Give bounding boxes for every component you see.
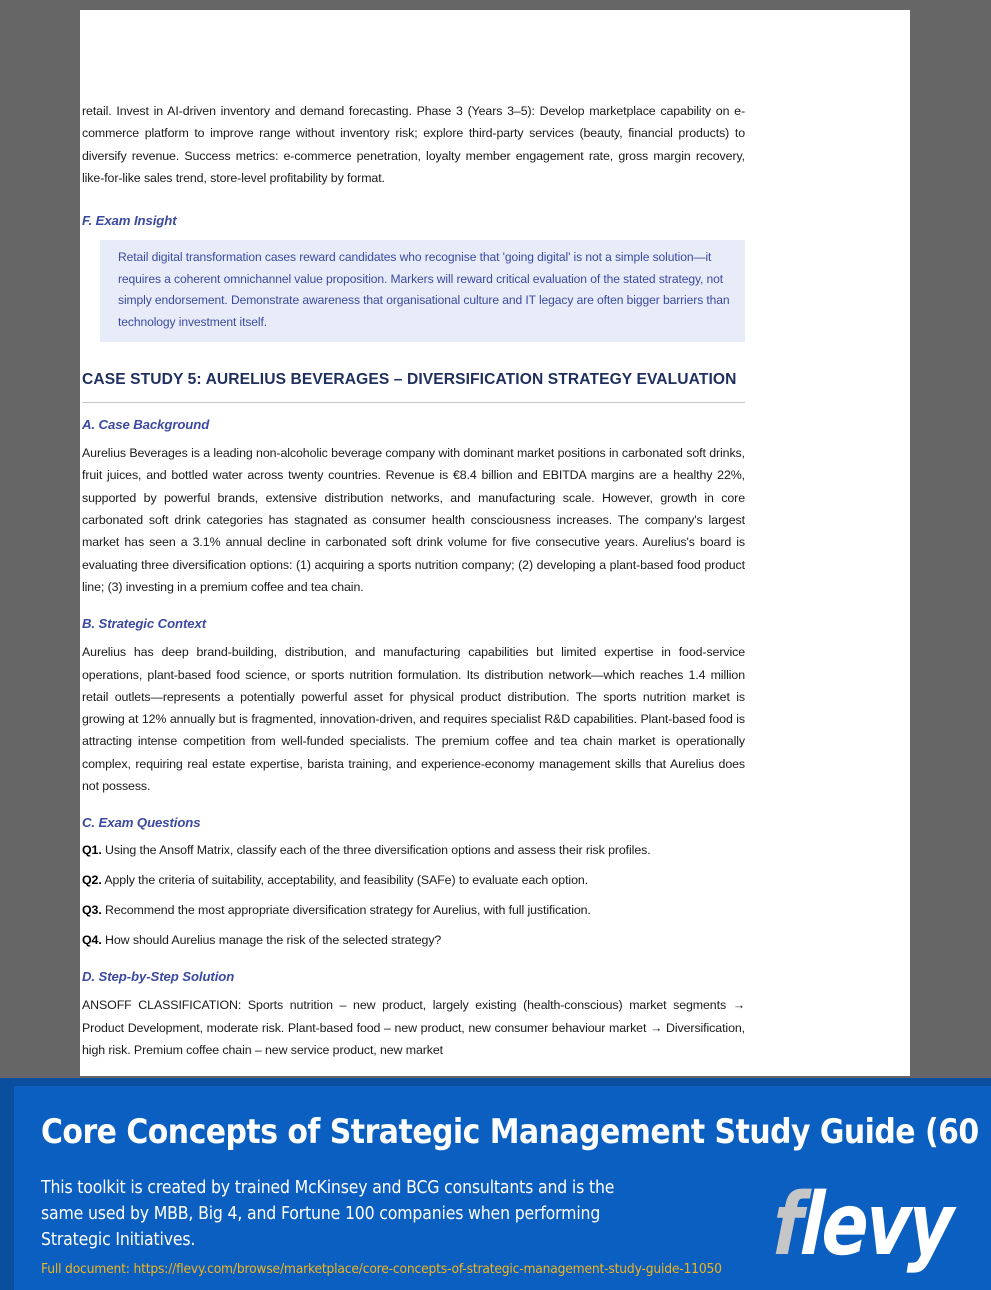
promo-banner	[0, 1078, 991, 1290]
question-text: Apply the criteria of suitability, acceptability, and feasibility (SAFe) to evaluate each option.	[104, 873, 589, 888]
exam-question-item	[82, 900, 745, 921]
section-heading-case-background: A. Case Background	[82, 417, 210, 433]
question-text: Using the Ansoff Matrix, classify each of the three diversification options and assess their risk profiles.	[105, 843, 651, 858]
promo-title: Core Concepts of Strategic Management Study Guide (60	[41, 1112, 979, 1152]
flevy-logo-levy: levy	[798, 1175, 954, 1275]
case-study-title: CASE STUDY 5: AURELIUS BEVERAGES – DIVERSIFICATION STRATEGY EVALUATION	[82, 371, 737, 389]
promo-banner-panel	[14, 1086, 991, 1290]
strategic-context-paragraph: Aurelius has deep brand-building, distribution, and manufacturing capabilities but limited expertise in food-service operations, plant-based food science, or sports nutrition formulation. Its distribution network—which reaches 1.4 million retail outlets—represents a potentially powerful asset for physical product distribution. The sports nutrition market is growing at 12% annually but is fragmented, innovation-driven, and requires specialist R&D capabilities. Plant-based food is attracting intense competition from well-funded specialists. The premium coffee and tea chain market is operationally complex, requiring real estate expertise, barista training, and experience-economy management skills that Aurelius does not possess.	[82, 645, 745, 794]
page-content	[82, 100, 745, 1061]
section-heading-exam-questions: C. Exam Questions	[82, 815, 201, 831]
flevy-logo	[771, 1175, 954, 1275]
question-label: Q3.	[82, 903, 102, 918]
promo-full-document-url[interactable]: Full document: https://flevy.com/browse/marketplace/core-concepts-of-strategic-management-study-guide-11050	[41, 1262, 722, 1277]
question-text: Recommend the most appropriate diversification strategy for Aurelius, with full justification.	[105, 903, 591, 918]
exam-question-item	[82, 930, 745, 951]
exam-insight-callout	[100, 240, 745, 342]
case-background-paragraph: Aurelius Beverages is a leading non-alcoholic beverage company with dominant market positions in carbonated soft drinks, fruit juices, and bottled water across twenty countries. Revenue is €8.4 billion and EBITDA margins are a healthy 22%, supported by powerful brands, extensive distribution networks, and manufacturing scale. However, growth in core carbonated soft drink categories has stagnated as consumer health consciousness increases. The company's largest market has seen a 3.1% annual decline in carbonated soft drink volume for five consecutive years. Aurelius's board is evaluating three diversification options: (1) acquiring a sports nutrition company; (2) developing a plant-based food product line; (3) investing in a premium coffee and tea chain.	[82, 446, 745, 594]
exam-question-item	[82, 870, 745, 891]
section-heading-exam-insight: F. Exam Insight	[82, 213, 177, 229]
flevy-logo-f: f	[771, 1175, 803, 1275]
question-label: Q4.	[82, 933, 102, 948]
promo-subtitle: This toolkit is created by trained McKinsey and BCG consultants and is the same used by MBB, Big 4, and Fortune 100 companies when performing Strategic Initiatives.	[41, 1178, 615, 1250]
question-text: How should Aurelius manage the risk of the selected strategy?	[105, 933, 442, 948]
question-label: Q1.	[82, 843, 102, 858]
exam-question-item	[82, 840, 745, 861]
question-label: Q2.	[82, 873, 102, 888]
solution-paragraph: ANSOFF CLASSIFICATION: Sports nutrition – new product, largely existing (health-conscious) market segments → Product Development, moderate risk. Plant-based food – new product, new consumer behaviour market → Diversification, high risk. Premium coffee chain – new service product, new market	[82, 998, 745, 1057]
section-heading-step-by-step-solution: D. Step-by-Step Solution	[82, 969, 235, 985]
exam-insight-text: Retail digital transformation cases reward candidates who recognise that 'going digital' is not a simple solution—it requires a coherent omnichannel value proposition. Markers will reward critical evaluation of the stated strategy, not simply endorsement. Demonstrate awareness that organisational culture and IT legacy are often bigger barriers than technology investment itself.	[118, 250, 730, 329]
continued-paragraph: retail. Invest in AI-driven inventory and demand forecasting. Phase 3 (Years 3–5): Develop marketplace capability on e-commerce platform to improve range without inventory risk; explore third-party services (beauty, financial products) to diversify revenue. Success metrics: e-commerce penetration, loyalty member engagement rate, gross margin recovery, like-for-like sales trend, store-level profitability by format.	[82, 104, 745, 185]
section-heading-strategic-context: B. Strategic Context	[82, 616, 207, 632]
